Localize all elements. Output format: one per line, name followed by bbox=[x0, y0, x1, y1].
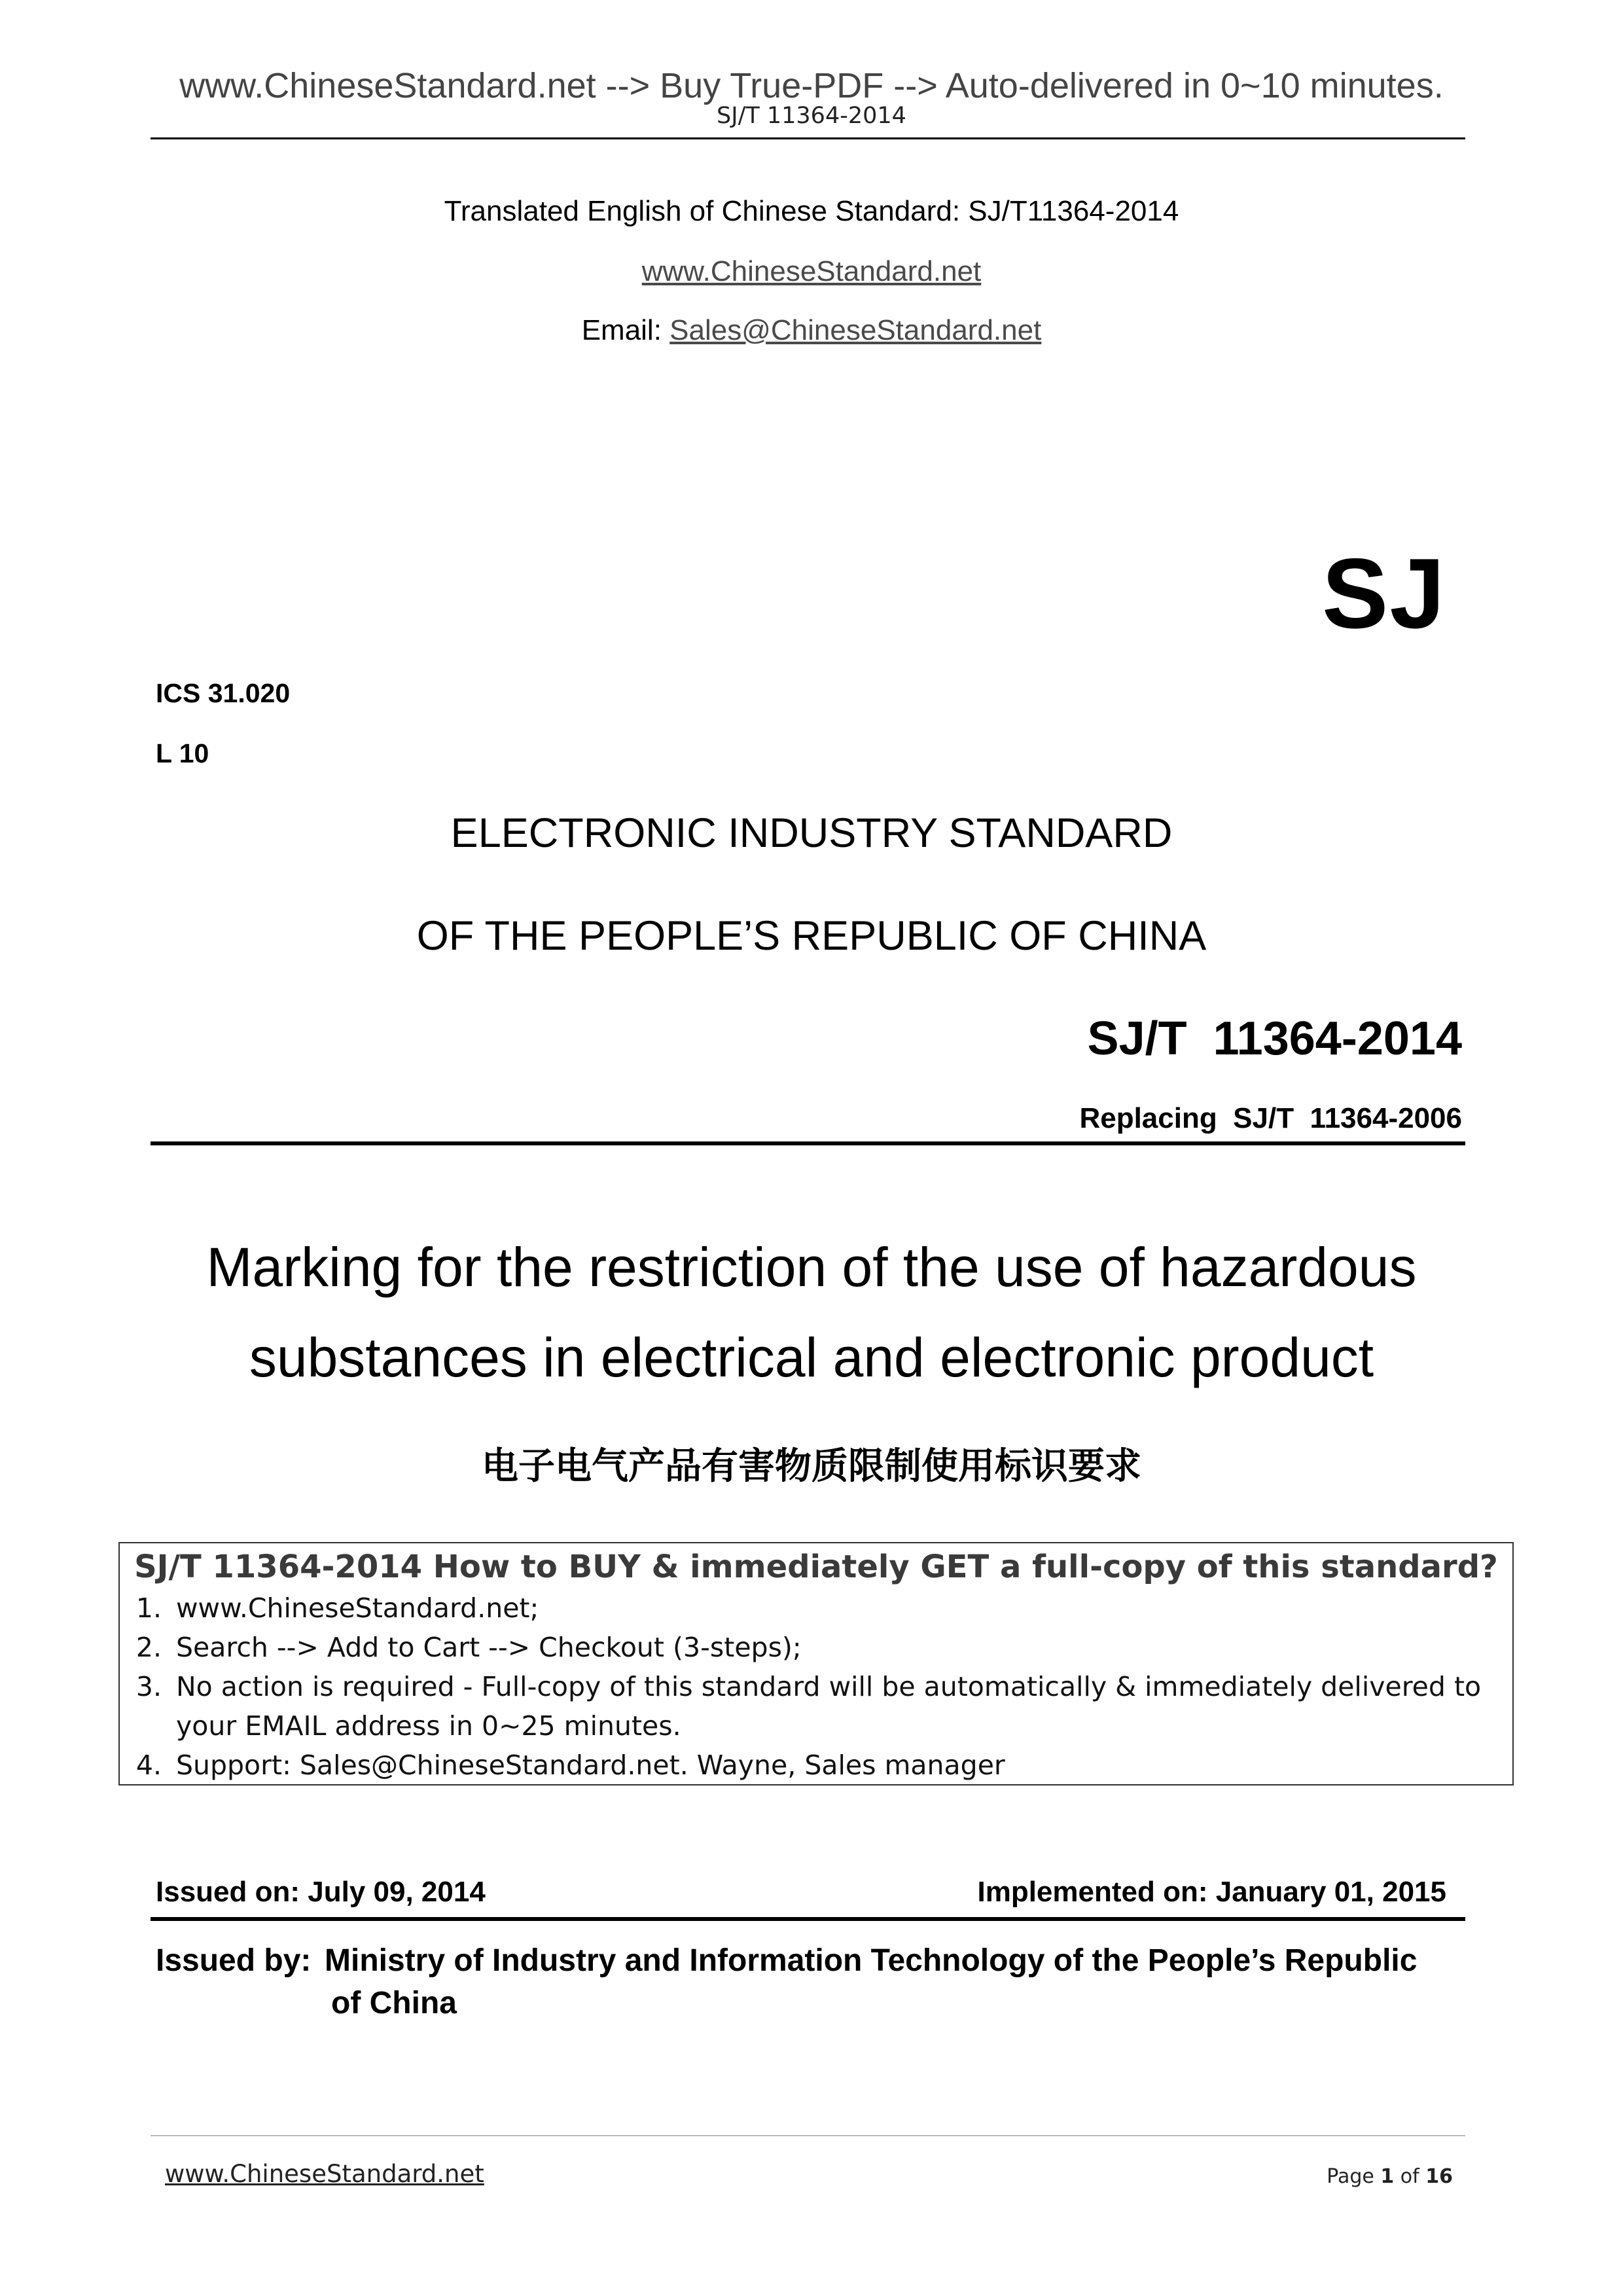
main-title-line2: substances in electrical and electronic product bbox=[249, 1327, 1374, 1388]
website-link-block bbox=[0, 255, 1623, 288]
standard-number: SJ/T 11364-2014 bbox=[1087, 1013, 1462, 1065]
page-total: 16 bbox=[1425, 2165, 1453, 2188]
buy-step-2 bbox=[120, 1632, 802, 1663]
page-of: of bbox=[1394, 2165, 1426, 2188]
page-prefix: Page bbox=[1327, 2165, 1381, 2188]
email-line bbox=[0, 314, 1623, 347]
replacing-note: Replacing SJ/T 11364-2006 bbox=[1079, 1102, 1462, 1134]
email-link[interactable]: Sales@ChineseStandard.net bbox=[669, 314, 1042, 346]
buy-info-box bbox=[118, 1542, 1514, 1785]
issuer-label: Issued by: bbox=[156, 1943, 312, 1978]
ics-code: ICS 31.020 bbox=[156, 678, 291, 708]
top-banner[interactable]: www.ChineseStandard.net --> Buy True-PDF --> Auto-delivered in 0~10 minutes. bbox=[179, 66, 1444, 105]
issuer-line2: of China bbox=[331, 1986, 457, 2020]
buy-step-text: Support: Sales@ChineseStandard.net. Wayne, Sales manager bbox=[176, 1749, 1005, 1781]
buy-step-text: No action is required - Full-copy of this standard will be automatically & immediately delivered to bbox=[176, 1671, 1482, 1702]
buy-step-text: your EMAIL address in 0~25 minutes. bbox=[176, 1710, 681, 1742]
translated-line: Translated English of Chinese Standard: SJ/T11364-2014 bbox=[444, 195, 1179, 227]
buy-step-number: 2. bbox=[135, 1632, 162, 1663]
buy-step-1 bbox=[120, 1592, 539, 1624]
page-number bbox=[1327, 2165, 1453, 2188]
buy-step-3 bbox=[120, 1671, 1481, 1702]
issued-date: Issued on: July 09, 2014 bbox=[156, 1876, 486, 1908]
standard-heading-line1: ELECTRONIC INDUSTRY STANDARD bbox=[450, 810, 1173, 856]
header-doc-code: SJ/T 11364-2014 bbox=[717, 103, 906, 129]
main-title-line1: Marking for the restriction of the use of hazardous bbox=[206, 1236, 1417, 1298]
sj-logo: SJ bbox=[1322, 538, 1446, 649]
buy-step-number: 3. bbox=[135, 1671, 162, 1702]
ccs-code: L 10 bbox=[156, 738, 209, 768]
email-label: Email: bbox=[581, 314, 670, 346]
dates-rule bbox=[151, 1917, 1465, 1921]
footer-rule bbox=[151, 2135, 1465, 2136]
website-link[interactable]: www.ChineseStandard.net bbox=[641, 255, 982, 287]
buy-step-4 bbox=[120, 1749, 1005, 1781]
page-current: 1 bbox=[1380, 2165, 1395, 2188]
buy-box-title: SJ/T 11364-2014 How to BUY & immediately GET a full-copy of this standard? bbox=[134, 1549, 1498, 1585]
buy-step-text: Search --> Add to Cart --> Checkout (3-steps); bbox=[176, 1632, 802, 1663]
footer-website-link[interactable]: www.ChineseStandard.net bbox=[165, 2160, 484, 2188]
header-rule bbox=[151, 137, 1465, 139]
buy-step-3-cont bbox=[120, 1710, 681, 1742]
buy-step-number: 4. bbox=[135, 1749, 162, 1781]
implemented-date: Implemented on: January 01, 2015 bbox=[977, 1876, 1446, 1908]
chinese-title: 电子电气产品有害物质限制使用标识要求 bbox=[482, 1445, 1141, 1486]
buy-step-text[interactable]: www.ChineseStandard.net; bbox=[176, 1592, 539, 1624]
standard-heading-line2: OF THE PEOPLE’S REPUBLIC OF CHINA bbox=[416, 913, 1207, 959]
buy-step-number: 1. bbox=[135, 1592, 162, 1624]
title-rule bbox=[151, 1141, 1465, 1145]
issuer-line1: Ministry of Industry and Information Technology of the People’s Republic bbox=[325, 1943, 1418, 1978]
